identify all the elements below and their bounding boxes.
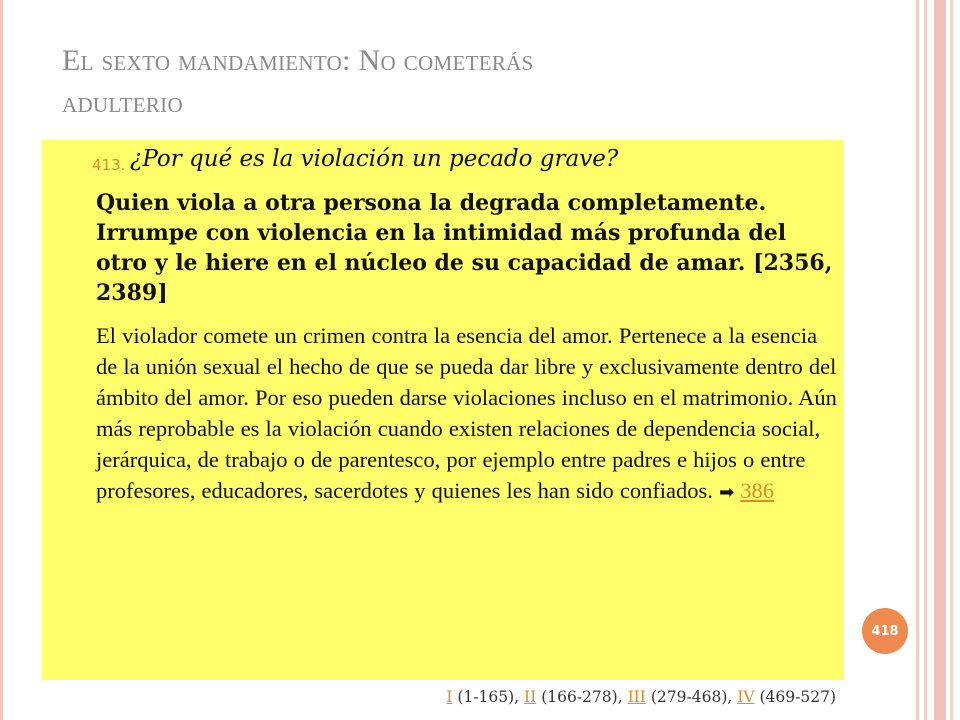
slide-left-border xyxy=(0,0,3,720)
answer-bold-paragraph: Quien viola a otra persona la degrada completamente. Irrumpe con violencia en la intimidad más profunda del otro y le hiere en el núcleo de su capacidad de amar. [2356, 2389] xyxy=(96,190,833,306)
content-box xyxy=(42,140,844,680)
footer-section-navigation xyxy=(446,688,836,706)
stripe xyxy=(916,0,919,720)
footer-range-part-2: (166-278), xyxy=(536,688,628,706)
slide-title-line-2: adulterio xyxy=(62,86,183,119)
answer-body-text: El violador comete un crimen contra la esencia del amor. Pertenece a la esencia de la unión sexual el hecho de que se pueda dar libre y exclusivamente dentro del ámbito del amor. Por eso pueden darse violaciones incluso en el matrimonio. Aún más reprobable es la violación cuando existen relaciones de dependencia social, jerárquica, de trabajo o de parentesco, por ejemplo entre padres e hijos o entre profesores, educadores, sacerdotes y quienes les han sido confiados. xyxy=(96,323,837,503)
reference-link[interactable]: 386 xyxy=(740,478,775,503)
question-number: 413. xyxy=(92,156,126,174)
footer-range-part-4: (469-527) xyxy=(754,688,836,706)
answer-body-paragraph xyxy=(96,320,844,508)
footer-link-part-2[interactable]: II xyxy=(524,688,537,706)
footer-range-part-1: (1-165), xyxy=(452,688,525,706)
slide-title-line-1: El sexto mandamiento: No cometerás xyxy=(62,44,534,77)
footer-range-part-3: (279-468), xyxy=(645,688,738,706)
stripe xyxy=(934,0,946,720)
footer-link-part-4[interactable]: IV xyxy=(737,688,755,706)
slide-title xyxy=(62,40,882,124)
page-number-badge: 418 xyxy=(862,608,908,654)
reference-arrow-icon: ➡ xyxy=(719,482,735,503)
right-decorative-stripes xyxy=(916,0,960,720)
footer-link-part-1[interactable]: I xyxy=(446,688,453,706)
footer-link-part-3[interactable]: III xyxy=(627,688,646,706)
stripe xyxy=(924,0,927,720)
question-text: ¿Por qué es la violación un pecado grave? xyxy=(130,146,619,172)
stripe xyxy=(950,0,953,720)
